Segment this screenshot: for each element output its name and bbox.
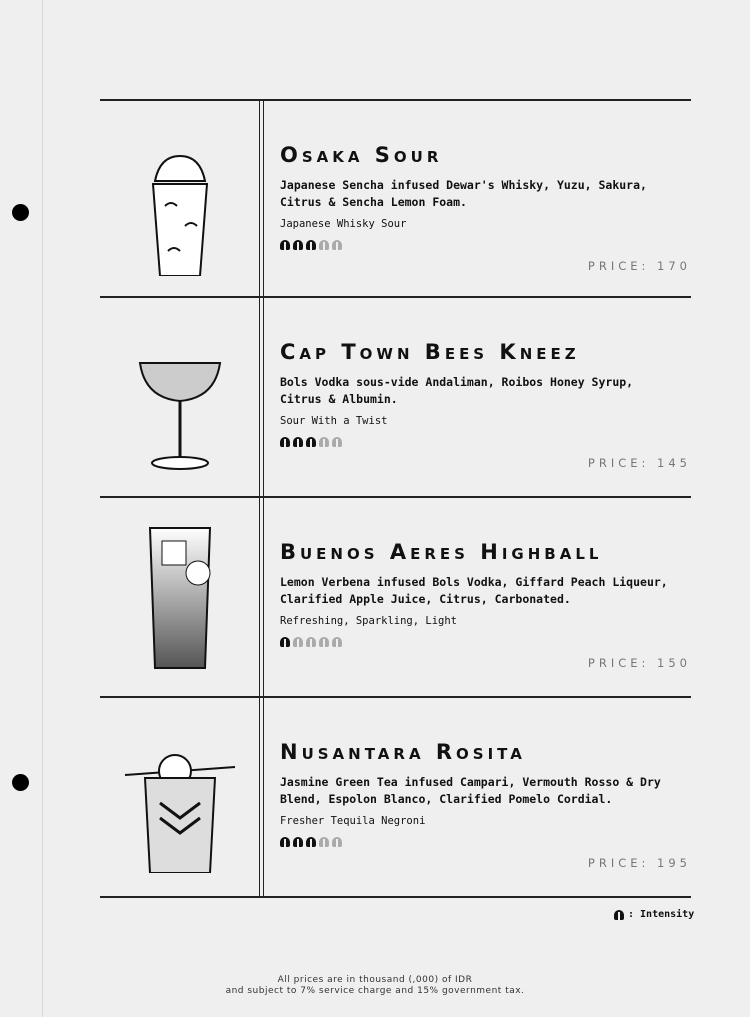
intensity-rating: [280, 240, 342, 250]
menu-item: [100, 101, 691, 298]
intensity-icon: [332, 240, 342, 250]
sour-glass-illustration: [120, 126, 240, 276]
item-name: Cap Town Bees Kneez: [280, 340, 580, 364]
item-description: Japanese Sencha infused Dewar's Whisky, Yuzu, Sakura, Citrus & Sencha Lemon Foam.: [280, 178, 647, 209]
intensity-icon: [293, 637, 303, 647]
rocks-glass-illustration: [120, 723, 240, 873]
item-description: Lemon Verbena infused Bols Vodka, Giffard Peach Liqueur, Clarified Apple Juice, Citrus, Carbonated.: [280, 575, 668, 606]
intensity-icon: [319, 837, 329, 847]
item-price: PRICE: 170: [587, 259, 691, 273]
item-price: PRICE: 145: [587, 456, 691, 470]
item-name: Nusantara Rosita: [280, 740, 526, 764]
intensity-icon: [306, 637, 316, 647]
item-name: Buenos Aeres Highball: [280, 540, 603, 564]
footer-line: All prices are in thousand (,000) of IDR: [277, 975, 473, 985]
intensity-rating: [280, 637, 342, 647]
menu-item: [100, 698, 691, 895]
intensity-icon: [332, 437, 342, 447]
intensity-legend: [614, 909, 694, 920]
intensity-icon: [293, 837, 303, 847]
intensity-icon: [280, 437, 290, 447]
divider: [100, 896, 691, 898]
intensity-icon: [306, 837, 316, 847]
item-price: PRICE: 195: [587, 856, 691, 870]
intensity-icon: [319, 240, 329, 250]
intensity-icon: [280, 637, 290, 647]
menu-item: [100, 298, 691, 495]
item-tagline: Refreshing, Sparkling, Light: [280, 615, 458, 627]
intensity-icon: [306, 240, 316, 250]
intensity-icon: [319, 437, 329, 447]
intensity-icon: [332, 837, 342, 847]
intensity-rating: [280, 837, 342, 847]
intensity-icon: [293, 240, 303, 250]
coupe-glass-illustration: [120, 323, 240, 473]
paper-edge: [42, 0, 43, 1017]
highball-glass-illustration: [120, 523, 240, 673]
intensity-icon: [280, 240, 290, 250]
binder-hole: [12, 774, 29, 791]
item-description: Bols Vodka sous-vide Andaliman, Roibos Honey Syrup, Citrus & Albumin.: [280, 375, 634, 406]
item-description: Jasmine Green Tea infused Campari, Vermouth Rosso & Dry Blend, Espolon Blanco, Clarified Pomelo Cordial.: [280, 775, 661, 806]
item-tagline: Japanese Whisky Sour: [280, 218, 407, 230]
intensity-rating: [280, 437, 342, 447]
legend-label: : Intensity: [628, 909, 695, 920]
intensity-icon: [614, 910, 624, 920]
intensity-icon: [280, 837, 290, 847]
item-tagline: Fresher Tequila Negroni: [280, 815, 426, 827]
footer-line: and subject to 7% service charge and 15% government tax.: [225, 986, 525, 996]
intensity-icon: [332, 637, 342, 647]
item-name: Osaka Sour: [280, 143, 443, 167]
binder-hole: [12, 204, 29, 221]
intensity-icon: [306, 437, 316, 447]
intensity-icon: [293, 437, 303, 447]
item-tagline: Sour With a Twist: [280, 415, 388, 427]
item-price: PRICE: 150: [587, 656, 691, 670]
intensity-icon: [319, 637, 329, 647]
footer-note: [0, 975, 750, 997]
menu-item: [100, 498, 691, 695]
